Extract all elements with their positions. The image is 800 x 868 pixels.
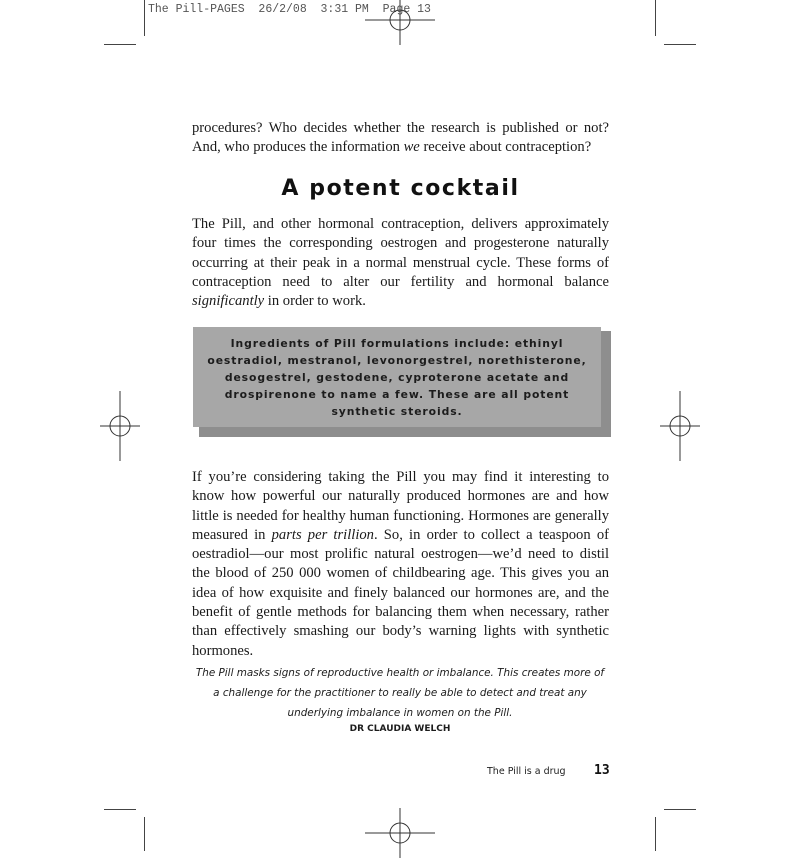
- callout-box: [193, 327, 601, 427]
- registration-mark: [645, 391, 715, 461]
- pull-quote: [180, 663, 620, 723]
- quote-line: a challenge for the practitioner to really be able to detect and treat any: [213, 687, 587, 699]
- crop-mark: [104, 809, 136, 810]
- callout-text: Ingredients of Pill formulations include: ethinyl oestradiol, mestranol, levonorgestrel, norethisterone, desogestrel, gestodene, cyproterone acetate and drospirenone to name a few. These are all potent synthetic steroids.: [207, 336, 587, 418]
- page-number: 13: [594, 763, 610, 778]
- intro-paragraph: [192, 119, 609, 158]
- crop-mark: [104, 44, 136, 45]
- crop-mark: [664, 809, 696, 810]
- intro-text: procedures? Who decides whether the research is published or not? And, who produces the information: [192, 120, 609, 156]
- quote-line: The Pill masks signs of reproductive health or imbalance. This creates more of: [195, 667, 605, 679]
- quote-attribution: DR CLAUDIA WELCH: [349, 724, 451, 734]
- paragraph-emphasis: parts per trillion: [271, 526, 374, 543]
- section-heading: A potent cocktail: [281, 176, 520, 201]
- registration-mark: [365, 798, 435, 868]
- running-footer-title: The Pill is a drug: [487, 766, 566, 777]
- crop-mark: [664, 44, 696, 45]
- crop-mark: [655, 817, 656, 851]
- intro-emphasis: we: [403, 139, 420, 156]
- registration-mark: [85, 391, 155, 461]
- print-slug: The Pill-PAGES 26/2/08 3:31 PM Page 13: [148, 3, 431, 16]
- body-paragraph: [192, 468, 609, 661]
- crop-mark: [655, 0, 656, 36]
- paragraph-text: If you’re considering taking the Pill you may find it interesting to know how powerful our naturally produced hormones are and how little is needed for healthy human functioning. Hormones are generally measured in: [192, 469, 609, 543]
- intro-text-end: receive about contraception?: [419, 139, 592, 156]
- paragraph-text-end: in order to work.: [264, 293, 366, 310]
- paragraph-emphasis: significantly: [192, 293, 265, 310]
- body-paragraph: [192, 215, 609, 311]
- crop-mark: [144, 817, 145, 851]
- paragraph-text-end: . So, in order to collect a teaspoon of oestradiol—our most prolific natural oestrogen—we’d need to distil the blood of 250 000 women of childbearing age. This gives you an idea of how exquisite and finely balanced our hormones are, and the benefit of gentle methods for balancing them when necessary, rather than effectively smashing our body’s warning lights with synthetic hormones.: [192, 526, 609, 659]
- quote-line: underlying imbalance in women on the Pill.: [287, 707, 513, 719]
- crop-mark: [144, 0, 145, 36]
- paragraph-text: The Pill, and other hormonal contraception, delivers approximately four times the corresponding oestrogen and progesterone naturally occurring at their peak in a normal menstrual cycle. These forms of contraception need to alter our fertility and hormonal balance: [192, 216, 609, 290]
- registration-mark: [365, 0, 435, 55]
